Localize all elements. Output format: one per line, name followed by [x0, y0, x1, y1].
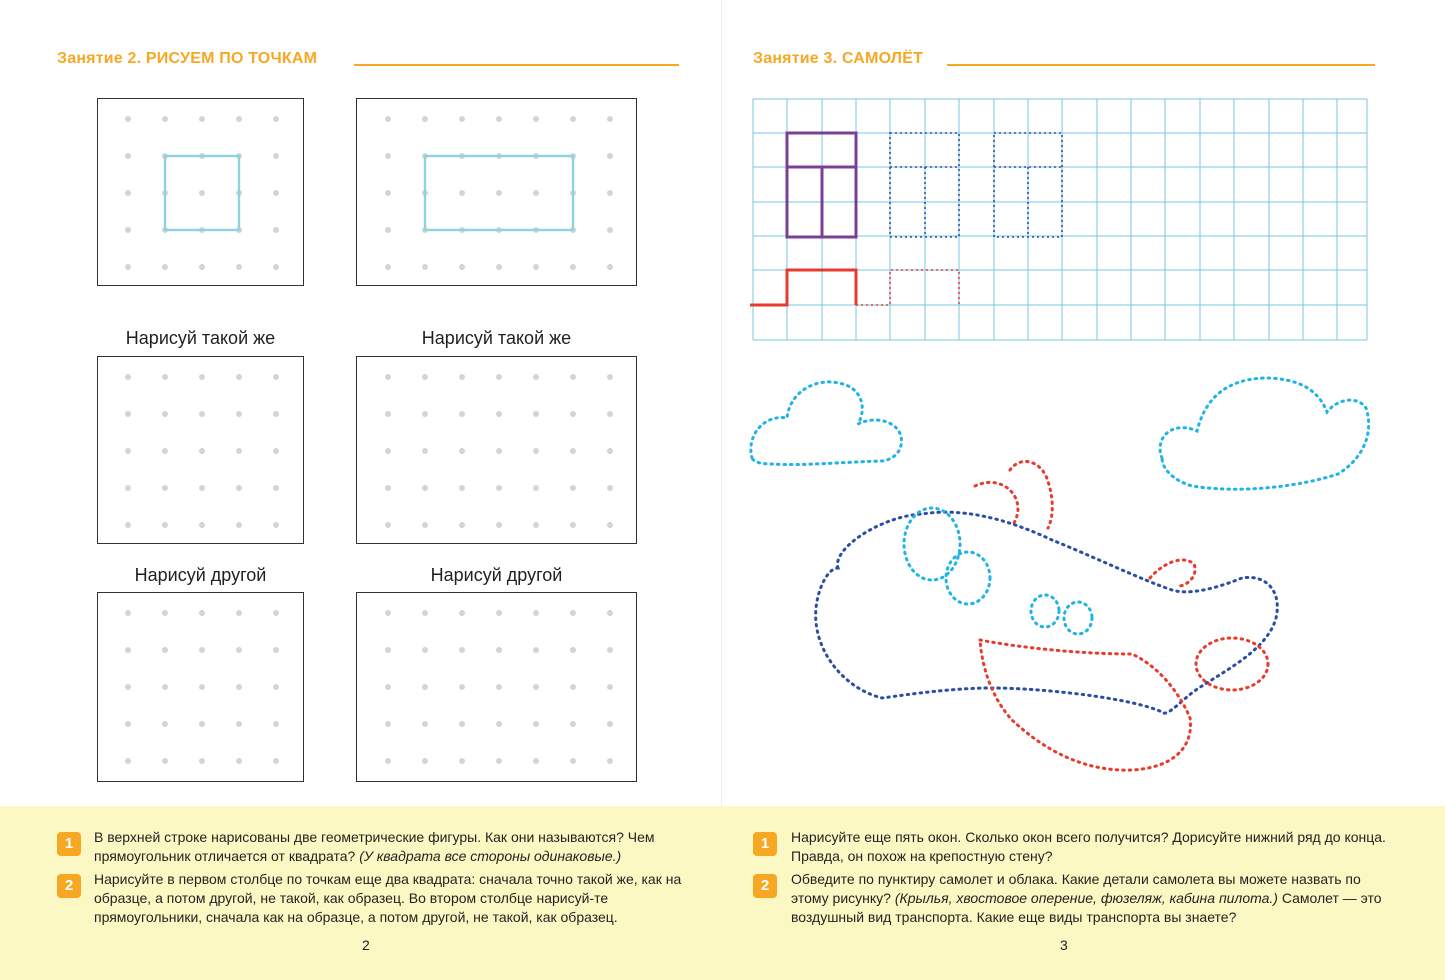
window-fourth[interactable] [1064, 602, 1092, 634]
wall-traceable[interactable] [856, 270, 959, 305]
dot-grid-svg [357, 593, 638, 783]
right-task-2-answer: (Крылья, хвостовое оперение, фюзеляж, кабина пилота.) [894, 890, 1278, 906]
page-number-right: 3 [1060, 937, 1068, 953]
airplane-and-clouds[interactable] [742, 368, 1382, 778]
right-task-2-text: Обведите по пунктиру самолет и облака. Какие детали самолета вы можете назвать по этому рисунку? [791, 871, 1361, 906]
title-rule-right [947, 64, 1375, 66]
sample-square-box [97, 98, 304, 286]
draw-square-same-box[interactable] [97, 356, 304, 544]
tail-stabilizer[interactable] [1150, 560, 1195, 586]
title-rule-left [354, 64, 679, 66]
right-task-2 [791, 870, 1386, 927]
instruction-band [0, 806, 1445, 980]
lesson-title-left: Занятие 2. РИСУЕМ ПО ТОЧКАМ [57, 50, 318, 67]
cloud-right[interactable] [1160, 378, 1369, 489]
dot-grid-svg [98, 593, 305, 783]
wing[interactable] [980, 640, 1190, 770]
sample-rectangle-box [356, 98, 637, 286]
dot-grid-svg [98, 357, 305, 545]
left-task-1 [94, 828, 684, 866]
cloud-left[interactable] [751, 382, 902, 465]
task-number-badge: 2 [753, 874, 777, 898]
window-third[interactable] [1031, 595, 1059, 627]
right-task-1: Нарисуйте еще пять окон. Сколько окон всего получится? Дорисуйте нижний ряд до конца. Правда, он похож на крепостную стену? [791, 829, 1386, 864]
task-number-badge: 1 [57, 832, 81, 856]
left-task-1-text: В верхней строке нарисованы две геометрические фигуры. Как они называются? Чем прямоугольник отличается от квадрата? [94, 829, 655, 864]
task-number-badge: 1 [753, 832, 777, 856]
page-number-left: 2 [362, 937, 370, 953]
window-second[interactable] [946, 552, 990, 604]
draw-rectangle-other-box[interactable] [356, 592, 637, 782]
caption-other-col2: Нарисуй другой [430, 565, 563, 585]
window-traceable[interactable] [890, 133, 1062, 237]
graph-paper-exercise[interactable] [750, 96, 1370, 344]
dot-grid [125, 116, 279, 270]
caption-same-col2: Нарисуй такой же [421, 328, 572, 348]
dot-grid-svg [357, 357, 638, 545]
left-task-2: Нарисуйте в первом столбце по точкам еще два квадрата: сначала точно такой же, как на образце, а потом другой, не такой, как образец. Во втором столбце нарисуй-те прямоугольники, сначала как на образце, а потом другой, не такой, как образец. [94, 871, 682, 925]
task-number-badge: 2 [57, 874, 81, 898]
lesson-title-right: Занятие 3. САМОЛЁТ [753, 50, 924, 67]
caption-other-col1: Нарисуй другой [134, 565, 267, 585]
draw-square-other-box[interactable] [97, 592, 304, 782]
draw-rectangle-same-box[interactable] [356, 356, 637, 544]
left-task-1-answer: (У квадрата все стороны одинаковые.) [359, 848, 622, 864]
right-task-2-text-after: Самолет — это воздушный вид транспорта. Какие еще виды транспорта вы знаете? [791, 890, 1382, 925]
sample-rectangle-svg [357, 99, 638, 287]
airplane[interactable] [816, 461, 1278, 770]
wall-sample [750, 270, 856, 305]
dot-grid [385, 116, 613, 270]
window-front[interactable] [904, 508, 960, 580]
graph-grid [753, 99, 1367, 340]
sample-square-svg [98, 99, 305, 287]
caption-same-col1: Нарисуй такой же [125, 328, 276, 348]
